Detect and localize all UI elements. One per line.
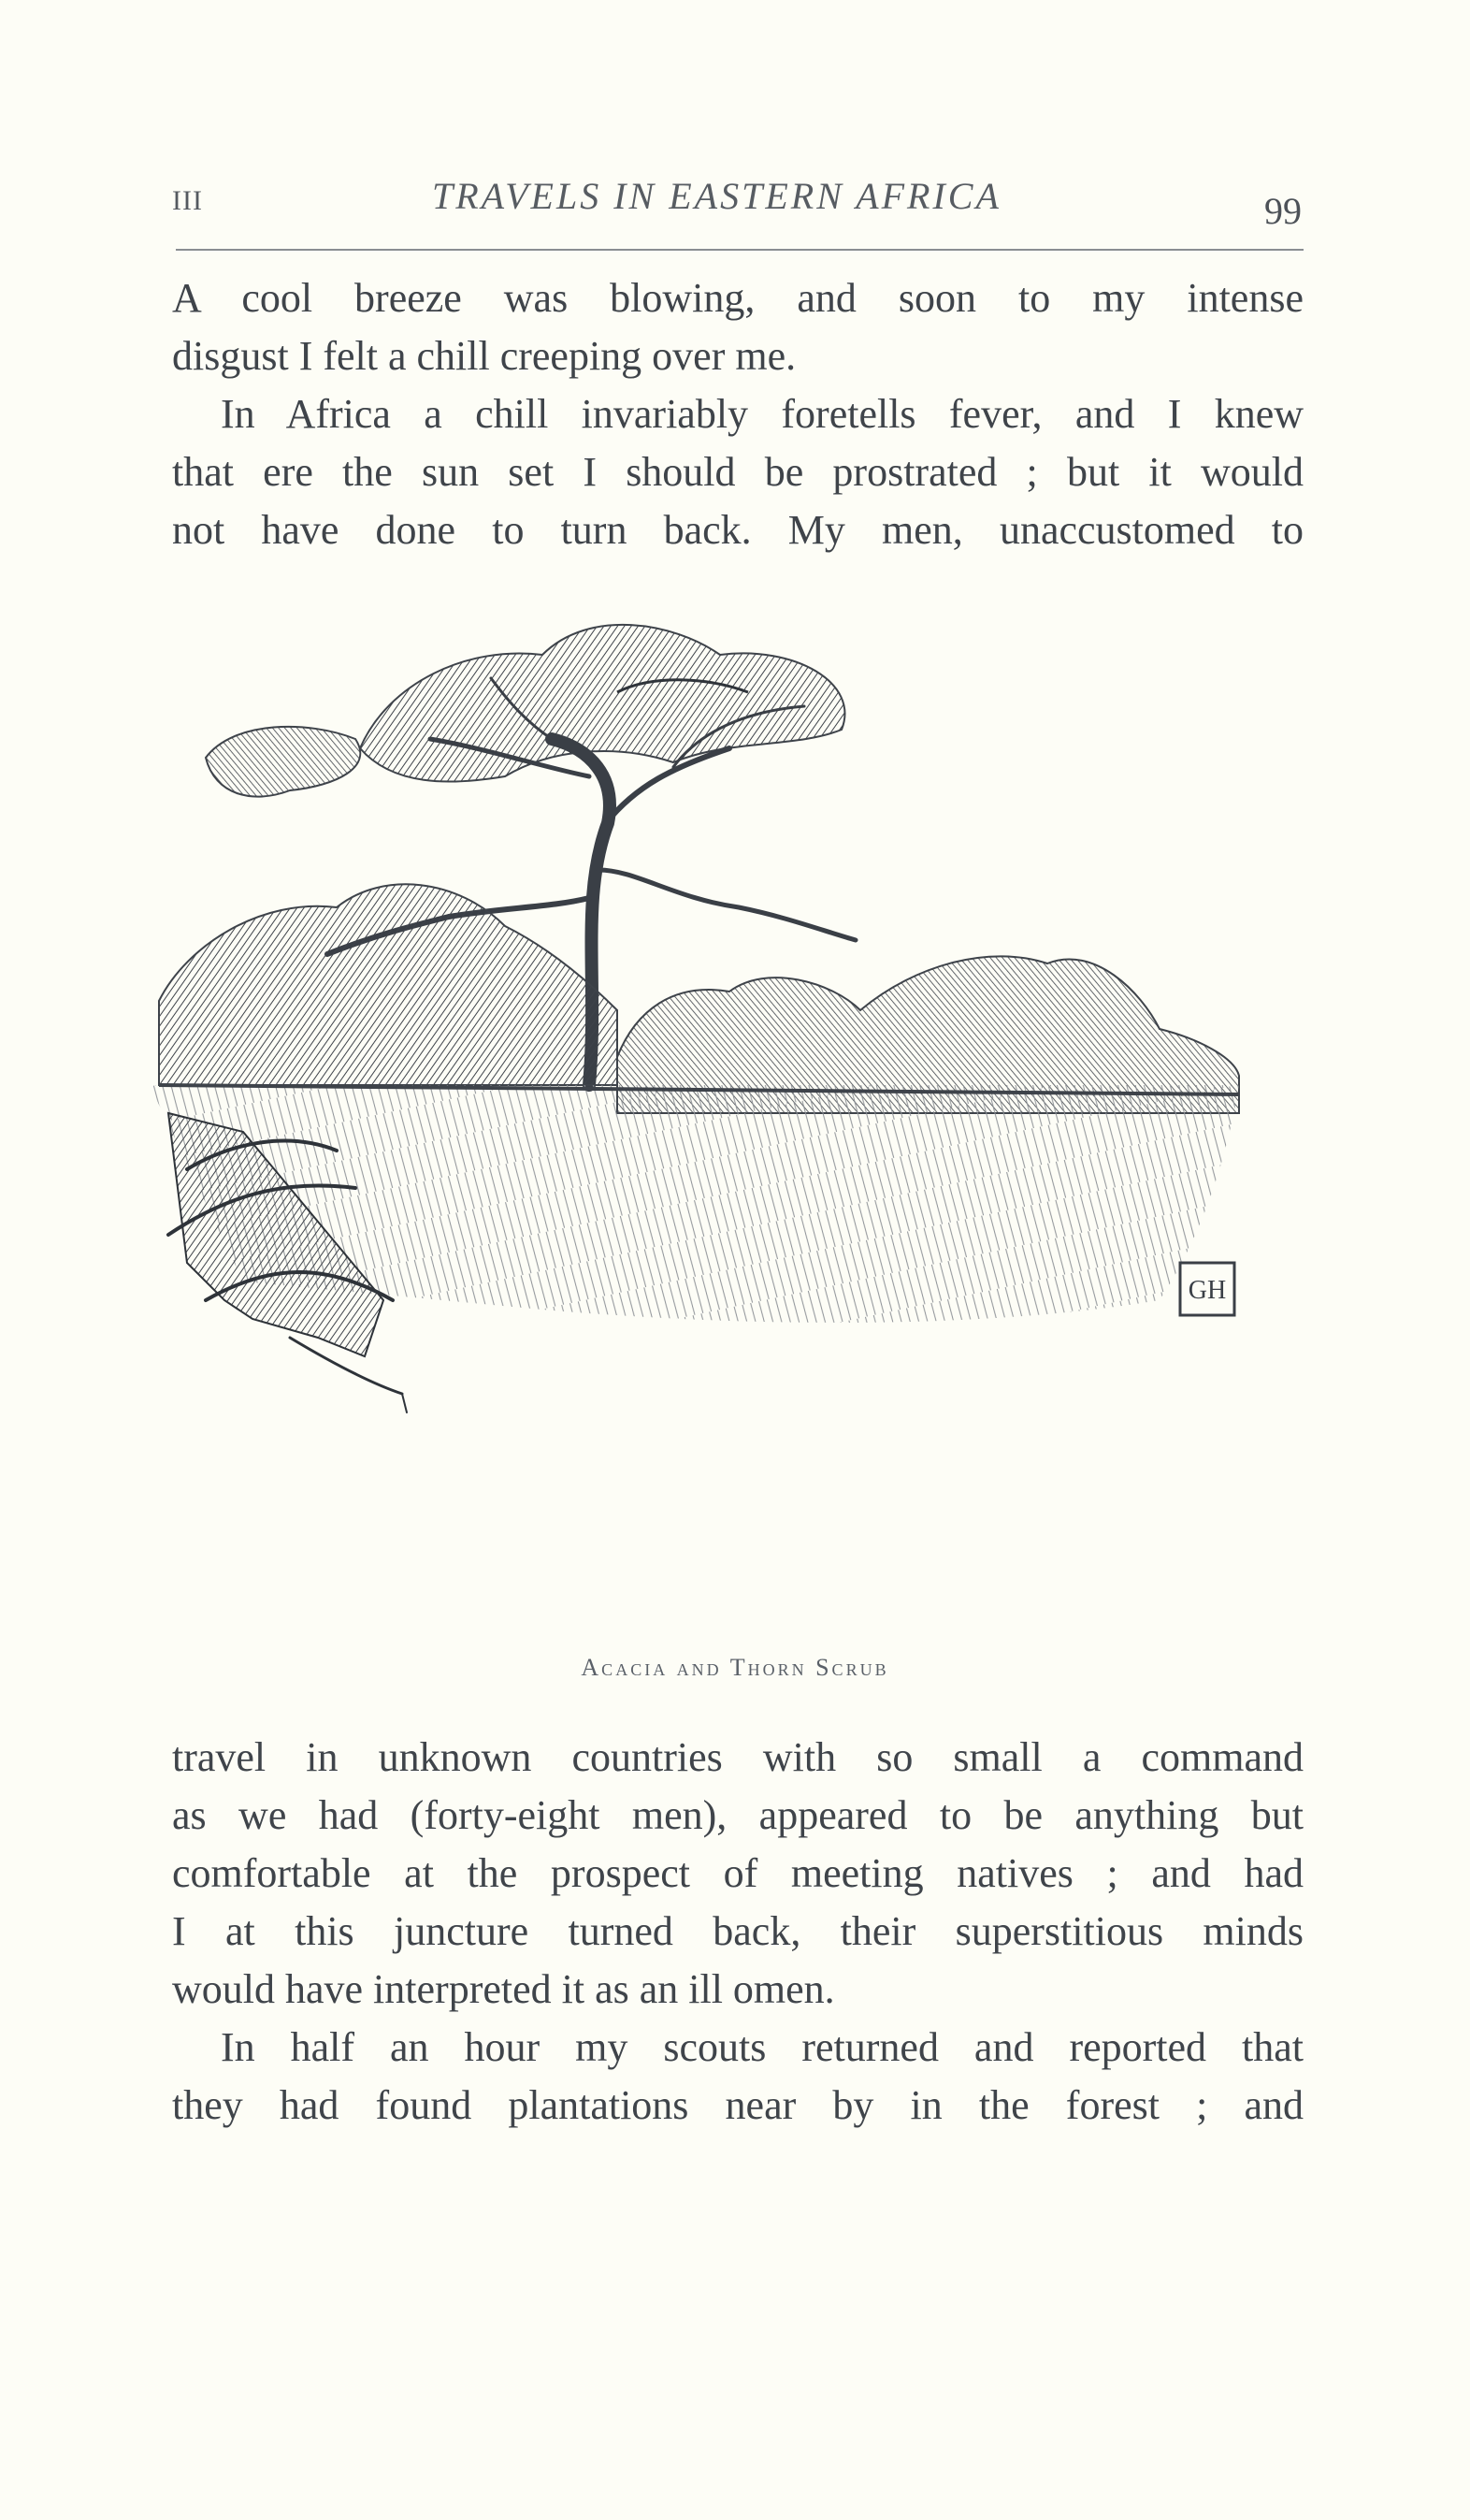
text-line: comfortable at the prospect of meeting natives ; and had [172,1850,1304,1896]
text-line: travel in unknown countries with so small a command [172,1734,1304,1780]
figure-caption: Acacia and Thorn Scrub [581,1654,889,1681]
background-bushes [159,884,1239,1113]
svg-text:GH: GH [1188,1276,1227,1305]
text-line: as we had (forty-eight men), appeared to be anything but [172,1792,1304,1838]
running-title: TRAVELS IN EASTERN AFRICA [432,175,1002,217]
header-rule [176,249,1304,251]
text-line: that ere the sun set I should be prostrated ; but it would [172,449,1304,495]
body-text-top [172,269,1304,559]
body-text-bottom [172,1729,1304,2135]
text-line: In half an hour my scouts returned and reported that [221,2024,1304,2070]
chapter-number: III [172,185,203,216]
artist-monogram [1180,1263,1234,1315]
page-number: 99 [1264,190,1302,232]
running-head [0,174,1470,230]
tree-canopy [206,625,844,797]
text-line: A cool breeze was blowing, and soon to my intense [172,275,1304,321]
acacia-illustration [150,589,1328,1637]
text-line: not have done to turn back. My men, unaccustomed to [172,507,1304,553]
text-line: would have interpreted it as an ill omen. [172,1966,835,2012]
text-line: I at this juncture turned back, their superstitious minds [172,1908,1304,1954]
text-line: they had found plantations near by in the forest ; and [172,2082,1304,2128]
text-line: In Africa a chill invariably foretells fever, and I knew [221,391,1304,437]
text-line: disgust I felt a chill creeping over me. [172,333,797,379]
